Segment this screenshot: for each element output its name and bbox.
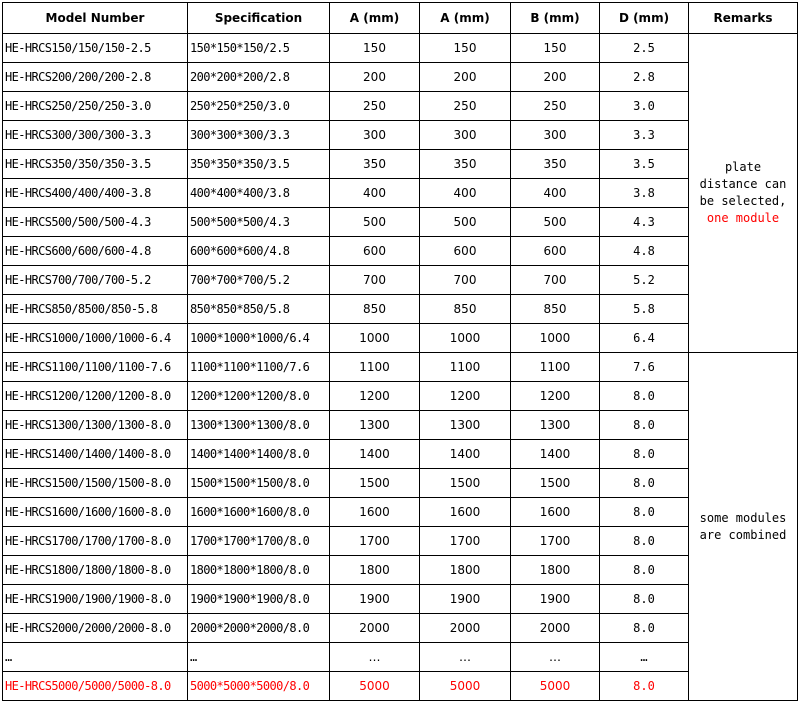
table-row xyxy=(3,237,798,266)
a2-cell: 1200 xyxy=(420,382,511,411)
model-cell: HE-HRCS1100/1100/1100-7.6 xyxy=(3,353,188,382)
a2-cell: 250 xyxy=(420,92,511,121)
table-row xyxy=(3,527,798,556)
a2-cell: 1400 xyxy=(420,440,511,469)
model-cell: HE-HRCS350/350/350-3.5 xyxy=(3,150,188,179)
model-cell: HE-HRCS5000/5000/5000-8.0 xyxy=(3,672,188,701)
d-cell: 3.3 xyxy=(600,121,689,150)
model-cell: HE-HRCS250/250/250-3.0 xyxy=(3,92,188,121)
model-cell: HE-HRCS600/600/600-4.8 xyxy=(3,237,188,266)
table-row xyxy=(3,121,798,150)
d-cell: 3.5 xyxy=(600,150,689,179)
d-cell: 4.8 xyxy=(600,237,689,266)
spec-cell: 1400*1400*1400/8.0 xyxy=(188,440,330,469)
a-cell: 1100 xyxy=(330,353,420,382)
a-cell: 150 xyxy=(330,34,420,63)
table-row xyxy=(3,324,798,353)
spec-cell: 850*850*850/5.8 xyxy=(188,295,330,324)
b-cell: 1600 xyxy=(511,498,600,527)
d-cell: 2.5 xyxy=(600,34,689,63)
a-cell: 5000 xyxy=(330,672,420,701)
table-row xyxy=(3,440,798,469)
spec-cell: 150*150*150/2.5 xyxy=(188,34,330,63)
b-cell: 250 xyxy=(511,92,600,121)
b-cell: 500 xyxy=(511,208,600,237)
remark-highlight-text: one module xyxy=(706,211,780,225)
b-cell: 1200 xyxy=(511,382,600,411)
b-cell: 700 xyxy=(511,266,600,295)
a2-cell: 500 xyxy=(420,208,511,237)
d-cell: 3.8 xyxy=(600,179,689,208)
a2-cell: 850 xyxy=(420,295,511,324)
header-row xyxy=(3,3,798,34)
d-cell: 3.0 xyxy=(600,92,689,121)
d-cell: 8.0 xyxy=(600,498,689,527)
header-a-mm-2: A (mm) xyxy=(420,3,511,34)
model-cell: HE-HRCS700/700/700-5.2 xyxy=(3,266,188,295)
model-cell: HE-HRCS1200/1200/1200-8.0 xyxy=(3,382,188,411)
a-cell: 1500 xyxy=(330,469,420,498)
model-cell: HE-HRCS300/300/300-3.3 xyxy=(3,121,188,150)
table-row xyxy=(3,469,798,498)
b-cell: … xyxy=(511,643,600,672)
a2-cell: 600 xyxy=(420,237,511,266)
b-cell: 5000 xyxy=(511,672,600,701)
spec-cell: 5000*5000*5000/8.0 xyxy=(188,672,330,701)
b-cell: 850 xyxy=(511,295,600,324)
a2-cell: 150 xyxy=(420,34,511,63)
b-cell: 600 xyxy=(511,237,600,266)
a2-cell: 400 xyxy=(420,179,511,208)
table-row xyxy=(3,643,798,672)
a-cell: 500 xyxy=(330,208,420,237)
a2-cell: 2000 xyxy=(420,614,511,643)
table-row xyxy=(3,34,798,63)
header-model-number: Model Number xyxy=(3,3,188,34)
table-row xyxy=(3,411,798,440)
a-cell: 1400 xyxy=(330,440,420,469)
table-row xyxy=(3,556,798,585)
a2-cell: 200 xyxy=(420,63,511,92)
b-cell: 1700 xyxy=(511,527,600,556)
table-row xyxy=(3,672,798,701)
spec-cell: 300*300*300/3.3 xyxy=(188,121,330,150)
b-cell: 2000 xyxy=(511,614,600,643)
table-row xyxy=(3,179,798,208)
a-cell: 1800 xyxy=(330,556,420,585)
d-cell: … xyxy=(600,643,689,672)
b-cell: 150 xyxy=(511,34,600,63)
table-row xyxy=(3,150,798,179)
model-cell: HE-HRCS1900/1900/1900-8.0 xyxy=(3,585,188,614)
a2-cell: 1900 xyxy=(420,585,511,614)
model-cell: HE-HRCS1400/1400/1400-8.0 xyxy=(3,440,188,469)
d-cell: 8.0 xyxy=(600,585,689,614)
b-cell: 1300 xyxy=(511,411,600,440)
d-cell: 8.0 xyxy=(600,440,689,469)
b-cell: 1400 xyxy=(511,440,600,469)
b-cell: 400 xyxy=(511,179,600,208)
a-cell: 1900 xyxy=(330,585,420,614)
a-cell: 1600 xyxy=(330,498,420,527)
d-cell: 8.0 xyxy=(600,672,689,701)
d-cell: 8.0 xyxy=(600,614,689,643)
b-cell: 1500 xyxy=(511,469,600,498)
a-cell: 1300 xyxy=(330,411,420,440)
model-cell: … xyxy=(3,643,188,672)
a2-cell: 1100 xyxy=(420,353,511,382)
a2-cell: 1600 xyxy=(420,498,511,527)
a-cell: … xyxy=(330,643,420,672)
b-cell: 1800 xyxy=(511,556,600,585)
spec-cell: 1800*1800*1800/8.0 xyxy=(188,556,330,585)
table-body xyxy=(3,34,798,701)
header-specification: Specification xyxy=(188,3,330,34)
d-cell: 2.8 xyxy=(600,63,689,92)
b-cell: 350 xyxy=(511,150,600,179)
model-cell: HE-HRCS2000/2000/2000-8.0 xyxy=(3,614,188,643)
d-cell: 5.8 xyxy=(600,295,689,324)
a2-cell: 1500 xyxy=(420,469,511,498)
table-row xyxy=(3,498,798,527)
spec-cell: 1500*1500*1500/8.0 xyxy=(188,469,330,498)
spec-cell: 250*250*250/3.0 xyxy=(188,92,330,121)
spec-table-container xyxy=(2,2,798,701)
table-row xyxy=(3,266,798,295)
table-row xyxy=(3,208,798,237)
a-cell: 400 xyxy=(330,179,420,208)
a-cell: 2000 xyxy=(330,614,420,643)
a2-cell: 1800 xyxy=(420,556,511,585)
table-row xyxy=(3,295,798,324)
model-cell: HE-HRCS400/400/400-3.8 xyxy=(3,179,188,208)
a-cell: 200 xyxy=(330,63,420,92)
model-cell: HE-HRCS500/500/500-4.3 xyxy=(3,208,188,237)
table-row xyxy=(3,382,798,411)
a2-cell: 350 xyxy=(420,150,511,179)
b-cell: 1900 xyxy=(511,585,600,614)
table-row xyxy=(3,63,798,92)
d-cell: 4.3 xyxy=(600,208,689,237)
d-cell: 8.0 xyxy=(600,469,689,498)
d-cell: 6.4 xyxy=(600,324,689,353)
model-cell: HE-HRCS1600/1600/1600-8.0 xyxy=(3,498,188,527)
a-cell: 1200 xyxy=(330,382,420,411)
d-cell: 7.6 xyxy=(600,353,689,382)
model-cell: HE-HRCS200/200/200-2.8 xyxy=(3,63,188,92)
b-cell: 300 xyxy=(511,121,600,150)
a2-cell: 300 xyxy=(420,121,511,150)
spec-cell: 2000*2000*2000/8.0 xyxy=(188,614,330,643)
model-cell: HE-HRCS1500/1500/1500-8.0 xyxy=(3,469,188,498)
a-cell: 350 xyxy=(330,150,420,179)
spec-cell: … xyxy=(188,643,330,672)
d-cell: 8.0 xyxy=(600,527,689,556)
spec-cell: 600*600*600/4.8 xyxy=(188,237,330,266)
table-row xyxy=(3,614,798,643)
model-cell: HE-HRCS1700/1700/1700-8.0 xyxy=(3,527,188,556)
spec-cell: 1600*1600*1600/8.0 xyxy=(188,498,330,527)
b-cell: 200 xyxy=(511,63,600,92)
a2-cell: … xyxy=(420,643,511,672)
spec-cell: 200*200*200/2.8 xyxy=(188,63,330,92)
spec-cell: 1100*1100*1100/7.6 xyxy=(188,353,330,382)
spec-cell: 500*500*500/4.3 xyxy=(188,208,330,237)
table-row xyxy=(3,92,798,121)
spec-cell: 1200*1200*1200/8.0 xyxy=(188,382,330,411)
spec-cell: 400*400*400/3.8 xyxy=(188,179,330,208)
header-d-mm: D (mm) xyxy=(600,3,689,34)
table-row xyxy=(3,353,798,382)
spec-cell: 350*350*350/3.5 xyxy=(188,150,330,179)
spec-table xyxy=(2,2,798,701)
header-a-mm: A (mm) xyxy=(330,3,420,34)
spec-cell: 1700*1700*1700/8.0 xyxy=(188,527,330,556)
a2-cell: 1300 xyxy=(420,411,511,440)
d-cell: 8.0 xyxy=(600,556,689,585)
a2-cell: 1000 xyxy=(420,324,511,353)
a-cell: 250 xyxy=(330,92,420,121)
remark-text: plate distance can be selected, xyxy=(699,160,787,208)
a-cell: 600 xyxy=(330,237,420,266)
model-cell: HE-HRCS850/8500/850-5.8 xyxy=(3,295,188,324)
a2-cell: 700 xyxy=(420,266,511,295)
spec-cell: 1300*1300*1300/8.0 xyxy=(188,411,330,440)
b-cell: 1100 xyxy=(511,353,600,382)
a-cell: 300 xyxy=(330,121,420,150)
d-cell: 8.0 xyxy=(600,382,689,411)
a2-cell: 1700 xyxy=(420,527,511,556)
header-b-mm: B (mm) xyxy=(511,3,600,34)
a-cell: 850 xyxy=(330,295,420,324)
d-cell: 5.2 xyxy=(600,266,689,295)
a-cell: 1700 xyxy=(330,527,420,556)
spec-cell: 1000*1000*1000/6.4 xyxy=(188,324,330,353)
model-cell: HE-HRCS1800/1800/1800-8.0 xyxy=(3,556,188,585)
a2-cell: 5000 xyxy=(420,672,511,701)
model-cell: HE-HRCS1300/1300/1300-8.0 xyxy=(3,411,188,440)
d-cell: 8.0 xyxy=(600,411,689,440)
table-row xyxy=(3,585,798,614)
remark-text: some modules are combined xyxy=(699,510,787,542)
a-cell: 700 xyxy=(330,266,420,295)
remark-cell-single-module xyxy=(689,34,798,353)
b-cell: 1000 xyxy=(511,324,600,353)
remark-cell-combined-modules xyxy=(689,353,798,701)
header-remarks: Remarks xyxy=(689,3,798,34)
model-cell: HE-HRCS1000/1000/1000-6.4 xyxy=(3,324,188,353)
model-cell: HE-HRCS150/150/150-2.5 xyxy=(3,34,188,63)
spec-cell: 700*700*700/5.2 xyxy=(188,266,330,295)
a-cell: 1000 xyxy=(330,324,420,353)
spec-cell: 1900*1900*1900/8.0 xyxy=(188,585,330,614)
